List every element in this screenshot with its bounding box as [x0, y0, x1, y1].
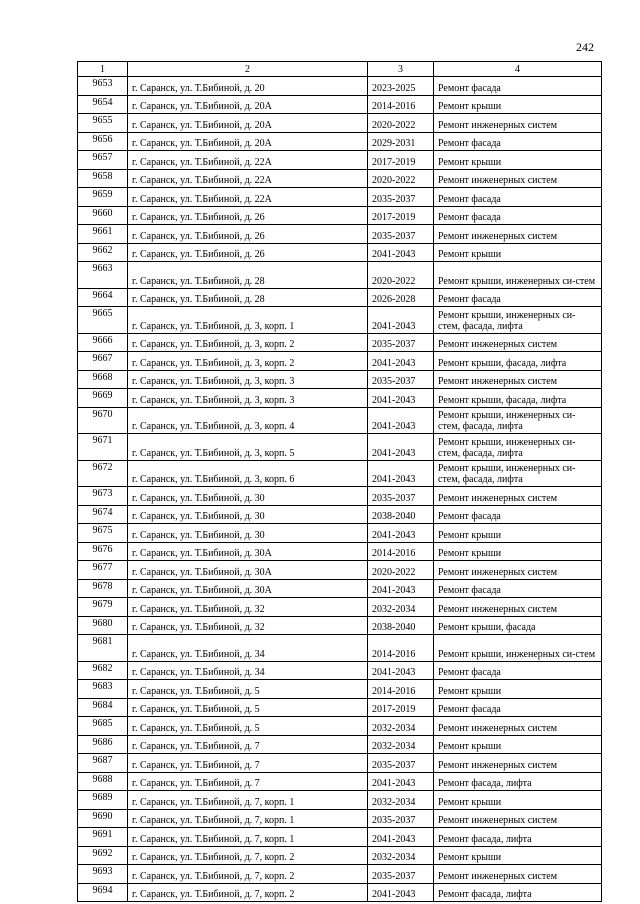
- table-row: [78, 389, 602, 408]
- table-row: [78, 542, 602, 561]
- row-years: 2041-2043: [368, 661, 434, 680]
- row-work-type: Ремонт фасада, лифта: [434, 828, 602, 847]
- row-years: 2032-2034: [368, 717, 434, 736]
- row-years: 2041-2043: [368, 524, 434, 543]
- row-years: 2032-2034: [368, 846, 434, 865]
- row-work-type: Ремонт фасада: [434, 505, 602, 524]
- row-work-type: Ремонт крыши: [434, 243, 602, 262]
- row-number: 9691: [78, 828, 128, 847]
- row-number: 9671: [78, 434, 128, 461]
- row-number: 9674: [78, 505, 128, 524]
- row-number: 9676: [78, 542, 128, 561]
- row-years: 2032-2034: [368, 598, 434, 617]
- table-row: [78, 680, 602, 699]
- row-address: г. Саранск, ул. Т.Бибиной, д. 30: [128, 505, 368, 524]
- row-number: 9673: [78, 487, 128, 506]
- row-years: 2038-2040: [368, 616, 434, 635]
- row-years: 2035-2037: [368, 809, 434, 828]
- row-years: 2041-2043: [368, 352, 434, 371]
- row-work-type: Ремонт инженерных систем: [434, 169, 602, 188]
- row-address: г. Саранск, ул. Т.Бибиной, д. 5: [128, 717, 368, 736]
- row-work-type: Ремонт инженерных систем: [434, 809, 602, 828]
- row-address: г. Саранск, ул. Т.Бибиной, д. 20А: [128, 132, 368, 151]
- row-address: г. Саранск, ул. Т.Бибиной, д. 3, корп. 3: [128, 370, 368, 389]
- table-body: [78, 77, 602, 902]
- row-address: г. Саранск, ул. Т.Бибиной, д. 20: [128, 77, 368, 96]
- table-row: [78, 791, 602, 810]
- table-row: [78, 225, 602, 244]
- row-address: г. Саранск, ул. Т.Бибиной, д. 7, корп. 1: [128, 828, 368, 847]
- row-years: 2041-2043: [368, 307, 434, 334]
- row-address: г. Саранск, ул. Т.Бибиной, д. 7, корп. 1: [128, 791, 368, 810]
- row-years: 2035-2037: [368, 188, 434, 207]
- row-work-type: Ремонт инженерных систем: [434, 717, 602, 736]
- row-years: 2029-2031: [368, 132, 434, 151]
- table-row: [78, 206, 602, 225]
- table-row: [78, 407, 602, 434]
- row-address: г. Саранск, ул. Т.Бибиной, д. 7, корп. 2: [128, 865, 368, 884]
- row-address: г. Саранск, ул. Т.Бибиной, д. 32: [128, 598, 368, 617]
- table-row: [78, 579, 602, 598]
- column-header-2: 2: [128, 62, 368, 77]
- row-address: г. Саранск, ул. Т.Бибиной, д. 20А: [128, 95, 368, 114]
- row-number: 9689: [78, 791, 128, 810]
- row-number: 9656: [78, 132, 128, 151]
- row-years: 2041-2043: [368, 243, 434, 262]
- row-years: 2041-2043: [368, 460, 434, 487]
- row-address: г. Саранск, ул. Т.Бибиной, д. 26: [128, 243, 368, 262]
- row-work-type: Ремонт инженерных систем: [434, 865, 602, 884]
- row-address: г. Саранск, ул. Т.Бибиной, д. 30А: [128, 561, 368, 580]
- table-row: [78, 262, 602, 289]
- row-number: 9679: [78, 598, 128, 617]
- row-address: г. Саранск, ул. Т.Бибиной, д. 5: [128, 698, 368, 717]
- row-work-type: Ремонт фасада, лифта: [434, 883, 602, 902]
- row-number: 9677: [78, 561, 128, 580]
- row-years: 2014-2016: [368, 635, 434, 662]
- table-row: [78, 169, 602, 188]
- row-work-type: Ремонт крыши: [434, 95, 602, 114]
- row-address: г. Саранск, ул. Т.Бибиной, д. 3, корп. 3: [128, 389, 368, 408]
- table-row: [78, 243, 602, 262]
- table-row: [78, 809, 602, 828]
- table-row: [78, 661, 602, 680]
- row-number: 9683: [78, 680, 128, 699]
- row-years: 2041-2043: [368, 772, 434, 791]
- table-row: [78, 307, 602, 334]
- row-years: 2020-2022: [368, 561, 434, 580]
- row-years: 2041-2043: [368, 389, 434, 408]
- row-work-type: Ремонт крыши, инженерных си-стем: [434, 635, 602, 662]
- row-number: 9680: [78, 616, 128, 635]
- row-number: 9654: [78, 95, 128, 114]
- row-years: 2017-2019: [368, 151, 434, 170]
- row-years: 2041-2043: [368, 883, 434, 902]
- row-years: 2023-2025: [368, 77, 434, 96]
- row-number: 9690: [78, 809, 128, 828]
- row-work-type: Ремонт фасада, лифта: [434, 772, 602, 791]
- row-years: 2041-2043: [368, 407, 434, 434]
- row-years: 2020-2022: [368, 169, 434, 188]
- row-work-type: Ремонт фасада: [434, 579, 602, 598]
- row-years: 2035-2037: [368, 225, 434, 244]
- row-work-type: Ремонт крыши, фасада: [434, 616, 602, 635]
- table-row: [78, 735, 602, 754]
- row-address: г. Саранск, ул. Т.Бибиной, д. 20А: [128, 114, 368, 133]
- row-years: 2035-2037: [368, 487, 434, 506]
- table-row: [78, 772, 602, 791]
- row-address: г. Саранск, ул. Т.Бибиной, д. 28: [128, 288, 368, 307]
- row-years: 2020-2022: [368, 262, 434, 289]
- table-row: [78, 188, 602, 207]
- row-number: 9665: [78, 307, 128, 334]
- table-row: [78, 288, 602, 307]
- row-address: г. Саранск, ул. Т.Бибиной, д. 7, корп. 1: [128, 809, 368, 828]
- table-row: [78, 561, 602, 580]
- row-work-type: Ремонт фасада: [434, 661, 602, 680]
- row-work-type: Ремонт крыши: [434, 680, 602, 699]
- row-address: г. Саранск, ул. Т.Бибиной, д. 3, корп. 2: [128, 333, 368, 352]
- table-row: [78, 616, 602, 635]
- row-number: 9660: [78, 206, 128, 225]
- column-header-1: 1: [78, 62, 128, 77]
- row-years: 2026-2028: [368, 288, 434, 307]
- row-work-type: Ремонт фасада: [434, 77, 602, 96]
- row-number: 9657: [78, 151, 128, 170]
- row-number: 9692: [78, 846, 128, 865]
- table-row: [78, 95, 602, 114]
- repair-schedule-table: [77, 61, 602, 902]
- row-address: г. Саранск, ул. Т.Бибиной, д. 22А: [128, 151, 368, 170]
- row-work-type: Ремонт крыши, инженерных си-стем: [434, 262, 602, 289]
- row-work-type: Ремонт крыши, инженерных си-стем, фасада, лифта: [434, 307, 602, 334]
- row-years: 2032-2034: [368, 735, 434, 754]
- row-address: г. Саранск, ул. Т.Бибиной, д. 30: [128, 524, 368, 543]
- row-address: г. Саранск, ул. Т.Бибиной, д. 3, корп. 6: [128, 460, 368, 487]
- column-header-4: 4: [434, 62, 602, 77]
- table-row: [78, 434, 602, 461]
- row-number: 9664: [78, 288, 128, 307]
- table-row: [78, 865, 602, 884]
- row-number: 9666: [78, 333, 128, 352]
- row-years: 2017-2019: [368, 698, 434, 717]
- row-years: 2014-2016: [368, 542, 434, 561]
- row-address: г. Саранск, ул. Т.Бибиной, д. 7: [128, 754, 368, 773]
- row-number: 9669: [78, 389, 128, 408]
- table-row: [78, 487, 602, 506]
- row-years: 2017-2019: [368, 206, 434, 225]
- row-number: 9684: [78, 698, 128, 717]
- row-work-type: Ремонт крыши, инженерных си-стем, фасада, лифта: [434, 434, 602, 461]
- table-row: [78, 524, 602, 543]
- row-number: 9670: [78, 407, 128, 434]
- row-address: г. Саранск, ул. Т.Бибиной, д. 30: [128, 487, 368, 506]
- row-address: г. Саранск, ул. Т.Бибиной, д. 34: [128, 661, 368, 680]
- row-number: 9682: [78, 661, 128, 680]
- row-address: г. Саранск, ул. Т.Бибиной, д. 7: [128, 772, 368, 791]
- column-header-3: 3: [368, 62, 434, 77]
- page-number: 242: [576, 40, 594, 54]
- row-number: 9653: [78, 77, 128, 96]
- row-address: г. Саранск, ул. Т.Бибиной, д. 7, корп. 2: [128, 846, 368, 865]
- row-number: 9672: [78, 460, 128, 487]
- row-number: 9694: [78, 883, 128, 902]
- row-address: г. Саранск, ул. Т.Бибиной, д. 7, корп. 2: [128, 883, 368, 902]
- row-years: 2035-2037: [368, 754, 434, 773]
- row-work-type: Ремонт инженерных систем: [434, 561, 602, 580]
- table-row: [78, 151, 602, 170]
- table-row: [78, 77, 602, 96]
- table-row: [78, 370, 602, 389]
- row-number: 9688: [78, 772, 128, 791]
- table-row: [78, 846, 602, 865]
- row-number: 9675: [78, 524, 128, 543]
- row-years: 2041-2043: [368, 828, 434, 847]
- row-address: г. Саранск, ул. Т.Бибиной, д. 32: [128, 616, 368, 635]
- table-row: [78, 460, 602, 487]
- table-row: [78, 505, 602, 524]
- row-address: г. Саранск, ул. Т.Бибиной, д. 22А: [128, 188, 368, 207]
- table-row: [78, 717, 602, 736]
- row-work-type: Ремонт фасада: [434, 288, 602, 307]
- row-work-type: Ремонт фасада: [434, 188, 602, 207]
- row-number: 9655: [78, 114, 128, 133]
- row-number: 9662: [78, 243, 128, 262]
- row-work-type: Ремонт крыши: [434, 524, 602, 543]
- row-address: г. Саранск, ул. Т.Бибиной, д. 28: [128, 262, 368, 289]
- row-address: г. Саранск, ул. Т.Бибиной, д. 34: [128, 635, 368, 662]
- row-years: 2020-2022: [368, 114, 434, 133]
- table-row: [78, 754, 602, 773]
- row-work-type: Ремонт инженерных систем: [434, 225, 602, 244]
- row-work-type: Ремонт инженерных систем: [434, 598, 602, 617]
- table-row: [78, 132, 602, 151]
- row-address: г. Саранск, ул. Т.Бибиной, д. 3, корп. 1: [128, 307, 368, 334]
- table-row: [78, 635, 602, 662]
- row-work-type: Ремонт инженерных систем: [434, 114, 602, 133]
- row-address: г. Саранск, ул. Т.Бибиной, д. 3, корп. 5: [128, 434, 368, 461]
- row-years: 2035-2037: [368, 865, 434, 884]
- row-address: г. Саранск, ул. Т.Бибиной, д. 3, корп. 2: [128, 352, 368, 371]
- row-work-type: Ремонт крыши: [434, 735, 602, 754]
- row-number: 9663: [78, 262, 128, 289]
- row-years: 2041-2043: [368, 434, 434, 461]
- row-number: 9661: [78, 225, 128, 244]
- header-row: [78, 62, 602, 77]
- row-address: г. Саранск, ул. Т.Бибиной, д. 30А: [128, 542, 368, 561]
- row-years: 2035-2037: [368, 333, 434, 352]
- row-work-type: Ремонт инженерных систем: [434, 487, 602, 506]
- row-work-type: Ремонт крыши: [434, 846, 602, 865]
- row-work-type: Ремонт крыши: [434, 151, 602, 170]
- row-work-type: Ремонт крыши, фасада, лифта: [434, 389, 602, 408]
- row-years: 2014-2016: [368, 95, 434, 114]
- table-row: [78, 698, 602, 717]
- row-address: г. Саранск, ул. Т.Бибиной, д. 30А: [128, 579, 368, 598]
- row-work-type: Ремонт инженерных систем: [434, 333, 602, 352]
- table-row: [78, 598, 602, 617]
- row-number: 9686: [78, 735, 128, 754]
- row-years: 2032-2034: [368, 791, 434, 810]
- row-work-type: Ремонт фасада: [434, 698, 602, 717]
- row-work-type: Ремонт крыши: [434, 542, 602, 561]
- row-work-type: Ремонт фасада: [434, 132, 602, 151]
- row-number: 9678: [78, 579, 128, 598]
- table-header: [78, 62, 602, 77]
- row-work-type: Ремонт инженерных систем: [434, 754, 602, 773]
- row-number: 9659: [78, 188, 128, 207]
- row-address: г. Саранск, ул. Т.Бибиной, д. 5: [128, 680, 368, 699]
- row-years: 2035-2037: [368, 370, 434, 389]
- row-work-type: Ремонт фасада: [434, 206, 602, 225]
- row-address: г. Саранск, ул. Т.Бибиной, д. 7: [128, 735, 368, 754]
- row-address: г. Саранск, ул. Т.Бибиной, д. 3, корп. 4: [128, 407, 368, 434]
- row-work-type: Ремонт крыши: [434, 791, 602, 810]
- table-row: [78, 883, 602, 902]
- row-number: 9685: [78, 717, 128, 736]
- row-work-type: Ремонт крыши, фасада, лифта: [434, 352, 602, 371]
- table-row: [78, 828, 602, 847]
- row-work-type: Ремонт крыши, инженерных си-стем, фасада, лифта: [434, 407, 602, 434]
- row-work-type: Ремонт крыши, инженерных си-стем, фасада, лифта: [434, 460, 602, 487]
- table-row: [78, 333, 602, 352]
- table-row: [78, 352, 602, 371]
- row-number: 9658: [78, 169, 128, 188]
- row-years: 2041-2043: [368, 579, 434, 598]
- row-address: г. Саранск, ул. Т.Бибиной, д. 26: [128, 225, 368, 244]
- row-address: г. Саранск, ул. Т.Бибиной, д. 22А: [128, 169, 368, 188]
- row-number: 9693: [78, 865, 128, 884]
- row-years: 2014-2016: [368, 680, 434, 699]
- row-number: 9681: [78, 635, 128, 662]
- row-years: 2038-2040: [368, 505, 434, 524]
- row-number: 9668: [78, 370, 128, 389]
- row-number: 9687: [78, 754, 128, 773]
- row-number: 9667: [78, 352, 128, 371]
- row-address: г. Саранск, ул. Т.Бибиной, д. 26: [128, 206, 368, 225]
- table-row: [78, 114, 602, 133]
- row-work-type: Ремонт инженерных систем: [434, 370, 602, 389]
